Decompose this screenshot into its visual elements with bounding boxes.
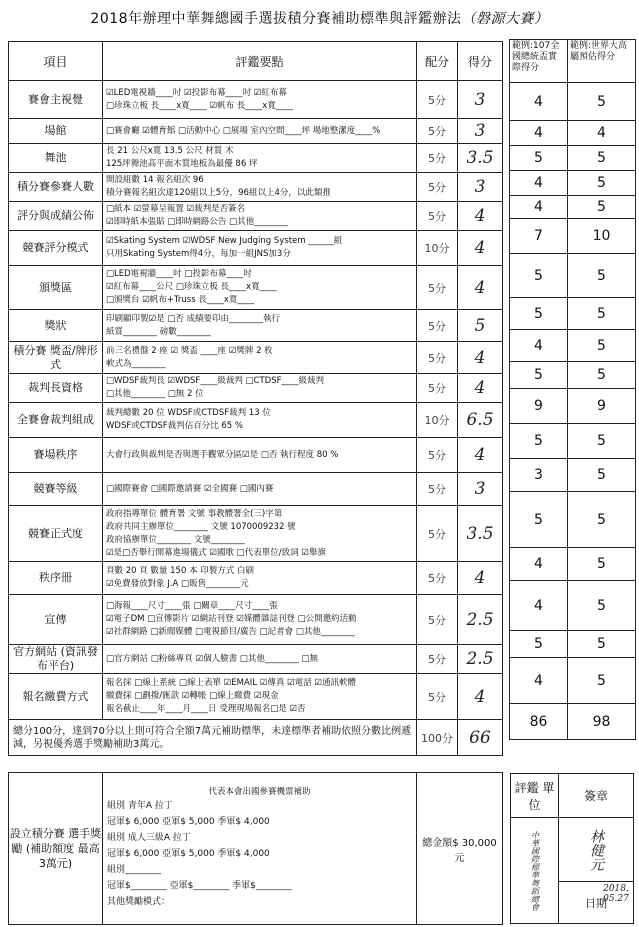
row-score: 3.5 bbox=[458, 506, 503, 562]
criteria-line: □其他________ □無 2 位 bbox=[106, 389, 204, 399]
cmp2-value: 9 bbox=[568, 389, 636, 424]
row-item: 競賽正式度 bbox=[9, 506, 103, 562]
table-row bbox=[9, 342, 503, 374]
table-row bbox=[9, 81, 503, 119]
row-points: 10分 bbox=[417, 403, 458, 438]
row-points: 5分 bbox=[417, 595, 458, 645]
criteria-line: WDSF或CTDSF裁判佔百分比 65 % bbox=[106, 421, 243, 431]
row-criteria bbox=[103, 595, 417, 645]
award-table bbox=[8, 772, 503, 925]
table-row bbox=[9, 144, 503, 173]
criteria-line: 前三名禮盤 2 座 ☑ 獎盃 ____座 ☑獎牌 2 枚 bbox=[106, 345, 273, 356]
criteria-line: □頒獎台 ☑帆布+Truss 長____x寬____ bbox=[106, 295, 255, 305]
cmp1-value: 4 bbox=[510, 548, 568, 581]
stamp-signature: 林健元 bbox=[559, 818, 634, 882]
cmp1-value: 5 bbox=[510, 492, 568, 548]
total-note: 總分100分，達到70分以上則可符合全額7萬元補助標準，未達標準者補助依照分數比例遞減，另視優秀選手獎勵補助3萬元。 bbox=[9, 720, 417, 756]
criteria-line: 大會行政與裁判是否與選手觀眾分區☑是 □否 執行程度 80 % bbox=[106, 449, 339, 460]
award-label: 設立積分賽 選手獎勵 (補助額度 最高3萬元) bbox=[9, 773, 103, 925]
row-criteria bbox=[103, 173, 417, 202]
criteria-line: ☑即時紙本張貼 □即時網路公告 □其他________ bbox=[106, 217, 289, 227]
row-score: 4 bbox=[458, 342, 503, 374]
criteria-line: 印刷顯印製☑是 □否 成績要印由________執行 bbox=[106, 313, 281, 324]
award-line: 冠軍$________ 亞軍$________ 季軍$________ bbox=[107, 881, 292, 891]
row-points: 5分 bbox=[417, 173, 458, 202]
row-criteria bbox=[103, 119, 417, 144]
stamp-label: 簽章 bbox=[559, 774, 634, 818]
cmp1-value: 5 bbox=[510, 631, 568, 658]
row-points: 5分 bbox=[417, 674, 458, 720]
cmp1-value: 4 bbox=[510, 658, 568, 704]
criteria-line: □紙本 ☑螢幕呈報置 ☑裁判是否簽名 bbox=[106, 204, 246, 214]
row-item: 報名繳費方式 bbox=[9, 674, 103, 720]
sign-table bbox=[510, 773, 634, 924]
evaluation-table bbox=[8, 41, 503, 756]
cmp2-value: 5 bbox=[568, 330, 636, 362]
row-item: 秩序冊 bbox=[9, 562, 103, 595]
row-criteria bbox=[103, 202, 417, 231]
cmp1-value: 4 bbox=[510, 83, 568, 121]
row-score: 6.5 bbox=[458, 403, 503, 438]
row-criteria bbox=[103, 438, 417, 473]
row-item: 競賽等級 bbox=[9, 473, 103, 506]
header-item: 項目 bbox=[9, 42, 103, 81]
comparison-table bbox=[509, 39, 636, 740]
criteria-line: ☑紅布幕____公尺 □珍珠立板 長____x寬____ bbox=[106, 282, 277, 292]
criteria-line: ☑免費發放對象 J.A □販售________元 bbox=[106, 579, 249, 589]
cmp2-value: 5 bbox=[568, 548, 636, 581]
cmp2-total: 98 bbox=[568, 704, 636, 740]
row-score: 2.5 bbox=[458, 595, 503, 645]
header-cmp2: 範例:世界大高屬預估得分 bbox=[568, 40, 636, 83]
cmp1-value: 4 bbox=[510, 121, 568, 146]
award-line: 組別 成人三級A 拉丁 bbox=[107, 833, 191, 843]
table-row bbox=[9, 645, 503, 674]
table-row bbox=[9, 595, 503, 645]
comparison-row bbox=[510, 424, 636, 459]
row-points: 5分 bbox=[417, 374, 458, 403]
table-header-row bbox=[9, 42, 503, 81]
comparison-row bbox=[510, 459, 636, 492]
cmp2-value: 10 bbox=[568, 219, 636, 254]
row-score: 2.5 bbox=[458, 645, 503, 674]
cmp1-value: 9 bbox=[510, 389, 568, 424]
comparison-total-row bbox=[510, 704, 636, 740]
row-item: 官方網站 (資訊發布平台) bbox=[9, 645, 103, 674]
criteria-line: 125坪舞池高平面木質地板為最優 86 坪 bbox=[106, 159, 258, 169]
row-criteria bbox=[103, 473, 417, 506]
row-criteria bbox=[103, 231, 417, 266]
row-item: 賽場秩序 bbox=[9, 438, 103, 473]
award-line: 組別 青年A 拉丁 bbox=[107, 801, 173, 811]
title-note: （磐源大賽） bbox=[461, 11, 549, 27]
table-row bbox=[9, 674, 503, 720]
unit-label: 評鑑 單位 bbox=[511, 774, 559, 818]
cmp2-value: 4 bbox=[568, 121, 636, 146]
row-criteria bbox=[103, 645, 417, 674]
award-line: 冠軍$ 6,000 亞軍$ 5,000 季軍$ 4,000 bbox=[107, 849, 270, 859]
cmp2-value: 5 bbox=[568, 581, 636, 631]
total-points: 100分 bbox=[417, 720, 458, 756]
row-item: 賽會主視覺 bbox=[9, 81, 103, 119]
criteria-line: 繳費採 □劃撥/匯款 ☑轉帳 □線上繳費 ☑現金 bbox=[106, 691, 279, 701]
comparison-row bbox=[510, 548, 636, 581]
cmp2-value: 5 bbox=[568, 362, 636, 389]
row-score: 3 bbox=[458, 473, 503, 506]
comparison-row bbox=[510, 581, 636, 631]
cmp2-value: 5 bbox=[568, 658, 636, 704]
criteria-line: 積分賽報名組次達120組以上5分，96組以上4分，以此類推 bbox=[106, 188, 331, 198]
row-item: 舞池 bbox=[9, 144, 103, 173]
criteria-line: □珍珠立板 長____x寬____ ☑帆布 長____x寬____ bbox=[106, 100, 293, 111]
row-criteria bbox=[103, 342, 417, 374]
row-points: 5分 bbox=[417, 562, 458, 595]
criteria-line: 只用Skating System得4分，每加一組JNS加3分 bbox=[106, 249, 291, 259]
table-row bbox=[9, 231, 503, 266]
page-title: 2018年辦理中華舞總國手選拔積分賽補助標準與評鑑辦法（磐源大賽） bbox=[90, 11, 549, 27]
criteria-line: □賽會廳 ☑體育館 □活動中心 □展場 室內空間____坪 場地整潔度____% bbox=[106, 125, 381, 136]
row-item: 頒獎區 bbox=[9, 266, 103, 310]
row-score: 4 bbox=[458, 266, 503, 310]
comparison-row bbox=[510, 492, 636, 548]
table-row bbox=[9, 562, 503, 595]
comparison-row bbox=[510, 631, 636, 658]
cmp2-value: 5 bbox=[568, 171, 636, 196]
criteria-line: 紙質________ 磅數________ bbox=[106, 326, 211, 337]
row-score: 4 bbox=[458, 202, 503, 231]
cmp1-value: 4 bbox=[510, 581, 568, 631]
criteria-line: □LED電視牆____吋 □投影布幕____吋 bbox=[106, 269, 252, 279]
criteria-line: 報名採 □線上系統 □線上表單 ☑EMAIL ☑傳真 ☑電話 ☑通訊軟體 bbox=[106, 678, 357, 688]
row-criteria bbox=[103, 310, 417, 342]
criteria-line: □官方網站 □粉絲專頁 ☑個人臉書 □其他________ □無 bbox=[106, 653, 319, 664]
criteria-line: 政府協辦單位________ 文號________ bbox=[106, 534, 245, 545]
criteria-line: 裁判總數 20 位 WDSF或CTDSF裁判 13 位 bbox=[106, 408, 271, 418]
row-score: 3 bbox=[458, 173, 503, 202]
comparison-row bbox=[510, 254, 636, 298]
row-item: 全賽會裁判組成 bbox=[9, 403, 103, 438]
row-points: 5分 bbox=[417, 342, 458, 374]
criteria-line: □國際賽會 □國際邀請賽 ☑全國賽 □國內賽 bbox=[106, 483, 274, 494]
row-criteria bbox=[103, 81, 417, 119]
cmp2-value: 5 bbox=[568, 631, 636, 658]
criteria-line: ☑LED電視牆____吋 ☑投影布幕____吋 ☑紅布幕 bbox=[106, 87, 287, 98]
criteria-line: 長 21 公尺x寬 13.5 公尺 材質 木 bbox=[106, 146, 234, 156]
comparison-row bbox=[510, 219, 636, 254]
row-points: 5分 bbox=[417, 506, 458, 562]
row-points: 5分 bbox=[417, 144, 458, 173]
row-points: 5分 bbox=[417, 438, 458, 473]
criteria-line: ☑是□否舉行開幕進場儀式 ☑國歌 □代表單位/致詞 ☑舉旗 bbox=[106, 547, 326, 558]
criteria-line: 報名截止____年____月____日 受理現場報名□是 ☑否 bbox=[106, 704, 306, 714]
comparison-row bbox=[510, 362, 636, 389]
criteria-line: 政府指導單位 體育署 文號 事教體署全(三)字第 bbox=[106, 508, 283, 519]
comparison-row bbox=[510, 658, 636, 704]
criteria-line: □WDSF裁判長 ☑WDSF____級裁判 □CTDSF____級裁判 bbox=[106, 376, 325, 386]
row-criteria bbox=[103, 674, 417, 720]
cmp2-value: 5 bbox=[568, 196, 636, 219]
row-item: 評分與成績公佈 bbox=[9, 202, 103, 231]
row-points: 5分 bbox=[417, 645, 458, 674]
row-score: 3.5 bbox=[458, 144, 503, 173]
row-score: 3 bbox=[458, 81, 503, 119]
criteria-line: □海報____尺寸____張 □關章____尺寸____張 bbox=[106, 601, 278, 611]
cmp1-value: 5 bbox=[510, 362, 568, 389]
cmp2-value: 5 bbox=[568, 254, 636, 298]
unit-signature: 中華國際標準舞蹈總會 bbox=[511, 818, 559, 924]
row-criteria bbox=[103, 266, 417, 310]
table-row bbox=[9, 374, 503, 403]
cmp2-value: 5 bbox=[568, 459, 636, 492]
table-row bbox=[9, 438, 503, 473]
row-score: 4 bbox=[458, 374, 503, 403]
award-line: 冠軍$ 6,000 亞軍$ 5,000 季軍$ 4,000 bbox=[107, 817, 270, 827]
comparison-row bbox=[510, 83, 636, 121]
row-criteria bbox=[103, 403, 417, 438]
row-score: 3 bbox=[458, 119, 503, 144]
comparison-row bbox=[510, 146, 636, 171]
cmp2-value: 5 bbox=[568, 146, 636, 171]
cmp1-value: 5 bbox=[510, 254, 568, 298]
row-item: 積分賽 獎盃/牌形式 bbox=[9, 342, 103, 374]
total-row bbox=[9, 720, 503, 756]
table-row bbox=[9, 473, 503, 506]
total-score: 66 bbox=[458, 720, 503, 756]
row-item: 場館 bbox=[9, 119, 103, 144]
comparison-row bbox=[510, 171, 636, 196]
header-cmp1: 範例:107全國總統盃實際得分 bbox=[510, 40, 568, 83]
row-criteria bbox=[103, 562, 417, 595]
table-row bbox=[9, 119, 503, 144]
table-row bbox=[9, 173, 503, 202]
row-item: 獎狀 bbox=[9, 310, 103, 342]
table-row bbox=[9, 506, 503, 562]
row-criteria bbox=[103, 374, 417, 403]
comparison-row bbox=[510, 121, 636, 146]
cmp1-value: 7 bbox=[510, 219, 568, 254]
date-value: 2018.05.27 bbox=[603, 884, 629, 904]
cmp1-value: 3 bbox=[510, 459, 568, 492]
cmp2-value: 5 bbox=[568, 424, 636, 459]
row-points: 5分 bbox=[417, 473, 458, 506]
award-details bbox=[103, 773, 417, 925]
header-points: 配分 bbox=[417, 42, 458, 81]
row-criteria bbox=[103, 144, 417, 173]
row-score: 4 bbox=[458, 562, 503, 595]
award-header: 代表本會出國參賽機票補助 bbox=[208, 787, 311, 797]
cmp2-value: 5 bbox=[568, 492, 636, 548]
row-points: 5分 bbox=[417, 119, 458, 144]
row-item: 競賽評分模式 bbox=[9, 231, 103, 266]
row-criteria bbox=[103, 506, 417, 562]
row-item: 積分賽參賽人數 bbox=[9, 173, 103, 202]
cmp1-value: 5 bbox=[510, 424, 568, 459]
cmp1-value: 5 bbox=[510, 298, 568, 330]
award-line: 組別________ bbox=[107, 865, 162, 875]
row-points: 5分 bbox=[417, 266, 458, 310]
table-row bbox=[9, 403, 503, 438]
comparison-row bbox=[510, 298, 636, 330]
row-score: 4 bbox=[458, 438, 503, 473]
criteria-line: ☑社群網路 □新聞媒體 □電視節目/廣告 □記者會 □其他________ bbox=[106, 627, 355, 637]
award-total: 總金額$ 30,000 元 bbox=[417, 773, 503, 925]
comparison-row bbox=[510, 389, 636, 424]
row-points: 5分 bbox=[417, 310, 458, 342]
cmp2-value: 5 bbox=[568, 298, 636, 330]
row-score: 4 bbox=[458, 231, 503, 266]
date-cell bbox=[559, 882, 634, 924]
cmp1-total: 86 bbox=[510, 704, 568, 740]
row-item: 裁判長資格 bbox=[9, 374, 103, 403]
row-points: 10分 bbox=[417, 231, 458, 266]
criteria-line: 政府共同主辦單位________ 文號 1070009232 號 bbox=[106, 521, 296, 532]
award-line: 其他獎勵模式： bbox=[107, 897, 171, 907]
criteria-line: ☑電子DM □宣傳影片 ☑網站刊登 ☑媒體雜誌刊登 □公開邀約活動 bbox=[106, 614, 357, 624]
table-row bbox=[9, 202, 503, 231]
criteria-line: 開設組數 14 報名組次 96 bbox=[106, 175, 204, 185]
date-label: 日期 bbox=[585, 896, 607, 910]
cmp1-value: 4 bbox=[510, 330, 568, 362]
comparison-header-row bbox=[510, 40, 636, 83]
criteria-line: 軟式為________ bbox=[106, 358, 166, 369]
cmp2-value: 5 bbox=[568, 83, 636, 121]
comparison-row bbox=[510, 330, 636, 362]
cmp1-value: 4 bbox=[510, 171, 568, 196]
criteria-line: ☑Skating System ☑WDSF New Judging System ______組 bbox=[106, 236, 343, 246]
criteria-line: 頁數 20 頁 數量 150 本 印製方式 白刷 bbox=[106, 566, 254, 576]
cmp1-value: 5 bbox=[510, 146, 568, 171]
header-criteria: 評鑑要點 bbox=[103, 42, 417, 81]
row-item: 宣傳 bbox=[9, 595, 103, 645]
table-row bbox=[9, 266, 503, 310]
row-points: 5分 bbox=[417, 81, 458, 119]
row-points: 5分 bbox=[417, 202, 458, 231]
row-score: 5 bbox=[458, 310, 503, 342]
comparison-row bbox=[510, 196, 636, 219]
header-score: 得分 bbox=[458, 42, 503, 81]
cmp1-value: 4 bbox=[510, 196, 568, 219]
table-row bbox=[9, 310, 503, 342]
row-score: 4 bbox=[458, 674, 503, 720]
